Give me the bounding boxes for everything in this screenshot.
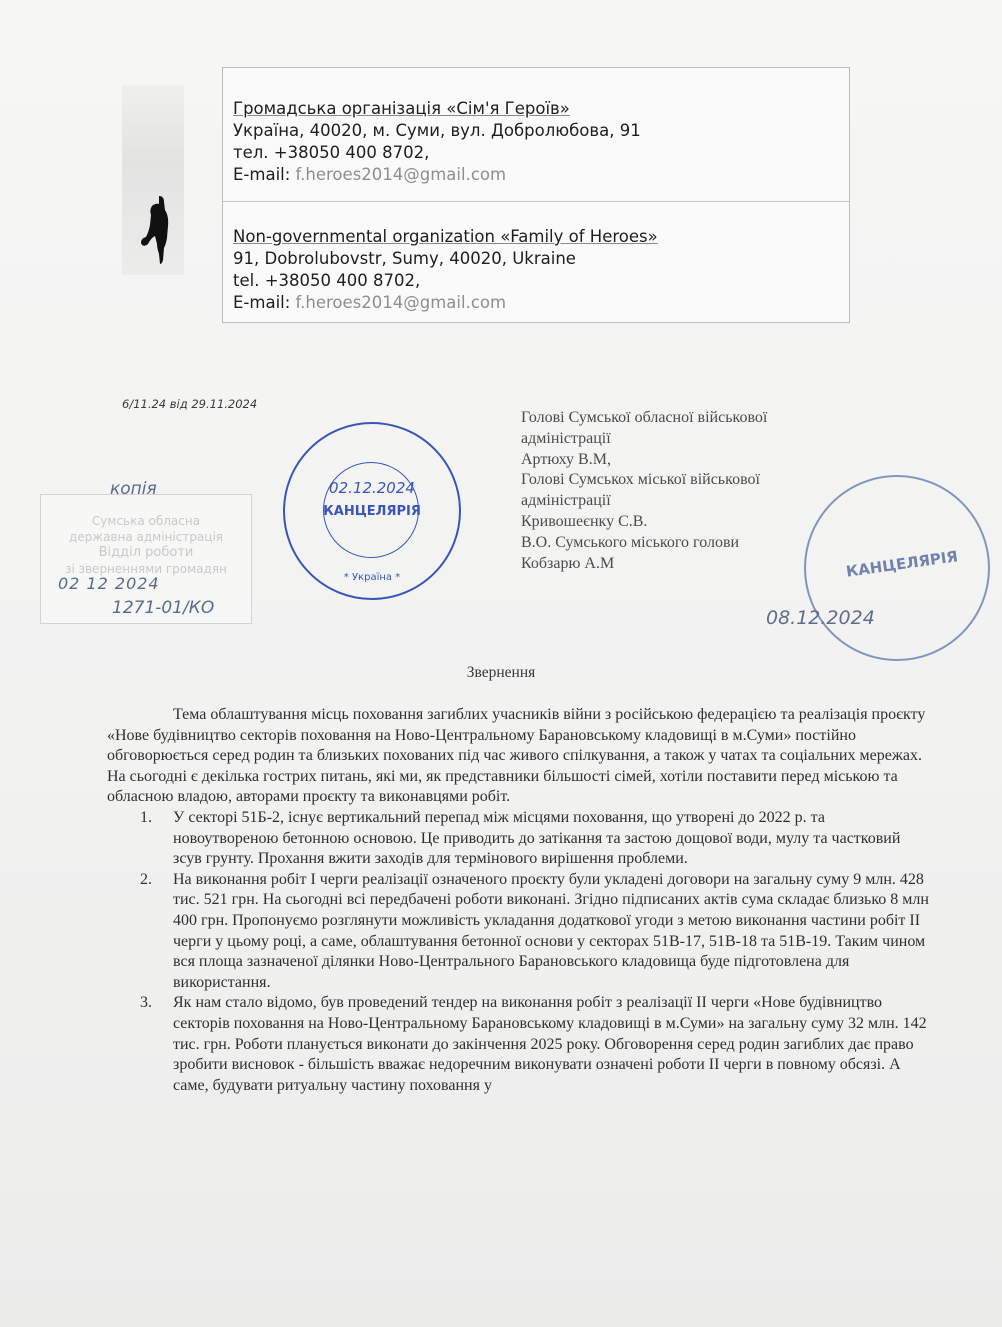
stamp-line: Сумська обласна	[91, 514, 201, 528]
list-number: 3.	[140, 994, 152, 1012]
org-email-ua	[233, 164, 641, 186]
registration-number: 1271-01/КО	[112, 598, 215, 618]
org-address-en: 91, Dobrolubovstr, Sumy, 40020, Ukraine	[233, 249, 576, 268]
addressee-line: адміністрації	[521, 492, 611, 510]
document-title: Звернення	[466, 664, 536, 681]
org-name-ua: Громадська організація «Сім'я Героїв»	[233, 99, 570, 118]
list-number: 1.	[140, 808, 152, 826]
letterhead-ukrainian	[233, 98, 641, 186]
stamp-line: зі зверненнями громадян	[65, 562, 227, 576]
organization-letterhead	[222, 67, 850, 323]
org-phone-ua: тел. +38050 400 8702,	[233, 143, 430, 162]
numbered-list	[107, 808, 933, 1096]
letterhead-english	[233, 226, 658, 314]
list-text: На виконання робіт І черги реалізації означеного проєкту були укладені договори на загальну суму 9 млн. 428 тис. 521 грн. На сьогодні всі передбачені роботи виконані. Згідно підписаних актів сума складає близько 8 млн 400 грн. Пропонуємо розглянути можливість укладання додаткової угоди з метою виконання частини робіт ІІ черги у цьому році, а саме, облаштування бетонної основи у секторах 51В-17, 51В-18 та 51В-19. Таким чином вся площа зазначеної ділянки Ново-Центрального Барановського кладовища буде підготовлена для використання.	[173, 870, 929, 991]
seal-handwritten-date: 08.12.2024	[766, 607, 875, 629]
addressee-line: Голові Сумської обласної військової	[521, 409, 768, 426]
list-text: Як нам стало відомо, був проведений тендер на виконання робіт з реалізації ІІ черги «Нове будівництво секторів поховання на Ново-Центральному Барановському кладовищі в м.Суми» на загальну суму 32 млн. 142 тис. грн. Роботи планується виконати до закінчення 2025 року. Обговорення серед родин загиблих дає право зробити висновок - більшість вважає недоречним виконувати означені роботи ІІ черги в повному обсязі. А саме, будувати ритуальну частину поховання у	[173, 994, 927, 1094]
stamp-line: державна адміністрація	[68, 530, 224, 544]
list-item	[107, 993, 933, 1096]
email-label: E-mail:	[233, 165, 291, 184]
org-email-en	[233, 292, 658, 314]
seal-center-word: КАНЦЕЛЯРІЯ	[323, 504, 421, 519]
org-phone-en: tel. +38050 400 8702,	[233, 271, 421, 290]
registration-date: 02 12 2024	[58, 574, 160, 593]
addressee-line: адміністрації	[521, 429, 611, 447]
email-link: f.heroes2014@gmail.com	[295, 165, 507, 184]
addressee-block	[521, 408, 767, 574]
exec-committee-seal	[766, 475, 990, 661]
handwritten-copy-note: копія	[110, 479, 157, 499]
outgoing-reference-number: 6/11.24 від 29.11.2024	[122, 397, 258, 411]
letter-body	[107, 705, 933, 1096]
org-address-ua: Україна, 40020, м. Суми, вул. Добролюбова, 91	[233, 121, 641, 140]
addressee-line: В.О. Сумського міського голови	[521, 533, 740, 551]
letterhead-divider	[223, 201, 849, 202]
addressee-line: Артюху В.М,	[521, 450, 611, 468]
list-number: 2.	[140, 870, 152, 888]
list-item	[107, 870, 933, 994]
email-label: E-mail:	[233, 293, 291, 312]
intro-paragraph: Тема облаштування місць поховання загиблих учасників війни з російською федерацією та реалізація проєкту «Нове будівництво секторів поховання на Ново-Центральному Барановському кладовищі в м.Суми» постійно обговорюється серед родин та близьких похованих під час живого спілкування, а також у чатах та соціальних мережах. На сьогодні є декілька гострих питань, які ми, як представники більшості сімей, хотіли поставити перед міською та обласною владою, авторами проєкту та виконавцями робіт.	[107, 706, 926, 806]
seal-center-word: КАНЦЕЛЯРІЯ	[844, 547, 960, 581]
addressee-line: Кривошеєнку С.В.	[521, 512, 648, 530]
addressee-line: Голові Сумськох міської військової	[521, 471, 760, 489]
list-text: У секторі 51Б-2, існує вертикальний перепад між місцями поховання, що утворені до 2022 р. та новоутвореною бетонною основою. Це приводить до затікання та застою дощової води, мулу та частковий зсув грунту. Прохання вжити заходів для термінового вирішення проблеми.	[173, 808, 901, 868]
list-item	[107, 808, 933, 870]
stamp-line: Відділ роботи	[98, 545, 194, 560]
city-admin-seal	[283, 422, 461, 600]
silhouette-figure-icon	[137, 190, 177, 270]
addressee-line: Кобзарю А.М	[521, 554, 615, 572]
seal-bottom-text: * Україна *	[343, 572, 401, 583]
org-name-en: Non-governmental organization «Family of Heroes»	[233, 227, 658, 246]
seal-handwritten-date: 02.12.2024	[329, 479, 415, 497]
email-link: f.heroes2014@gmail.com	[295, 293, 507, 312]
